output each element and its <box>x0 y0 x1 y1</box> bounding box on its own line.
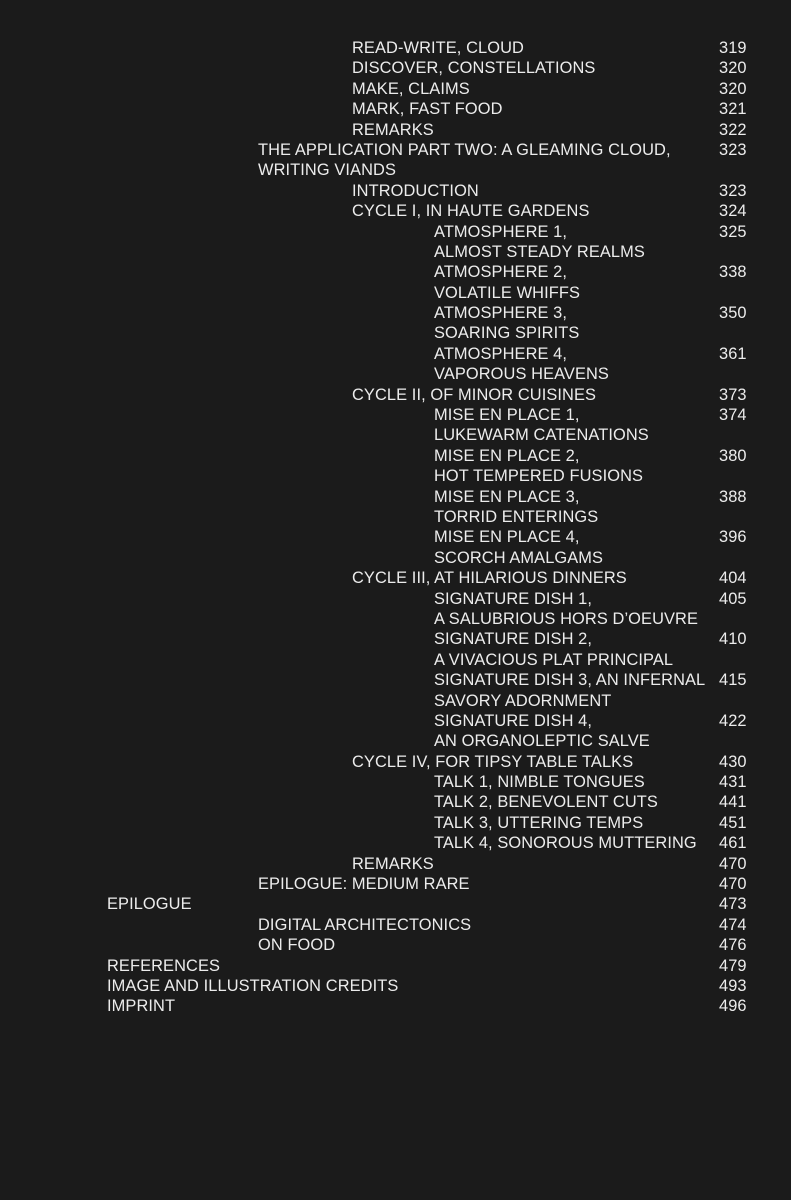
toc-entry-line <box>0 752 791 772</box>
toc-entry <box>0 58 791 78</box>
toc-entry-title: MISE EN PLACE 2, <box>434 446 580 465</box>
toc-entry-line <box>0 894 791 914</box>
toc-entry-title: ATMOSPHERE 4, <box>434 344 568 363</box>
toc-entry-title: TALK 4, SONOROUS MUTTERING <box>434 834 697 853</box>
toc-entry <box>0 38 791 58</box>
toc-page-number: 320 <box>719 59 747 78</box>
toc-entry <box>0 589 791 630</box>
toc-page-number: 396 <box>719 528 747 547</box>
toc-page-number: 441 <box>719 793 747 812</box>
toc-entry-title: LUKEWARM CATENATIONS <box>434 426 649 445</box>
toc-entry-line <box>0 507 791 527</box>
toc-entry <box>0 181 791 201</box>
toc-entry-line <box>0 385 791 405</box>
toc-entry-line <box>0 160 791 180</box>
toc-page-number: 415 <box>719 671 747 690</box>
toc-entry-line <box>0 262 791 282</box>
toc-entry-title: TALK 1, NIMBLE TONGUES <box>434 773 645 792</box>
toc-entry-line <box>0 609 791 629</box>
toc-entry-line <box>0 833 791 853</box>
toc-page-number: 338 <box>719 263 747 282</box>
toc-entry-line <box>0 935 791 955</box>
toc-entry-title: SIGNATURE DISH 4, <box>434 711 593 730</box>
toc-entry-line <box>0 874 791 894</box>
toc-entry <box>0 629 791 670</box>
toc-entry-line <box>0 568 791 588</box>
toc-page-number: 451 <box>719 813 747 832</box>
toc-entry-title: REMARKS <box>352 854 434 873</box>
toc-entry-line <box>0 303 791 323</box>
toc-entry-title: VOLATILE WHIFFS <box>434 283 580 302</box>
toc-entry-line <box>0 405 791 425</box>
toc-entry <box>0 344 791 385</box>
toc-entry-line <box>0 120 791 140</box>
toc-page-number: 320 <box>719 79 747 98</box>
toc-page-number: 470 <box>719 875 747 894</box>
toc-entry <box>0 140 791 181</box>
toc-entry-line <box>0 58 791 78</box>
toc-page-number: 422 <box>719 711 747 730</box>
toc-entry <box>0 752 791 772</box>
toc-entry-title: MAKE, CLAIMS <box>352 79 470 98</box>
toc-entry-title: VAPOROUS HEAVENS <box>434 365 609 384</box>
toc-entry <box>0 405 791 446</box>
toc-entry-line <box>0 956 791 976</box>
toc-entry-title: EPILOGUE: MEDIUM RARE <box>258 875 470 894</box>
toc-page-number: 431 <box>719 773 747 792</box>
toc-entry <box>0 711 791 752</box>
toc-entry <box>0 670 791 711</box>
toc-entry <box>0 262 791 303</box>
toc-entry <box>0 915 791 935</box>
toc-entry-line <box>0 201 791 221</box>
toc-entry-title: INTRODUCTION <box>352 181 479 200</box>
toc-entry-line <box>0 711 791 731</box>
toc-page-number: 479 <box>719 956 747 975</box>
toc-entry-line <box>0 772 791 792</box>
toc-entry-line <box>0 344 791 364</box>
toc-entry-line <box>0 527 791 547</box>
toc-page-number: 473 <box>719 895 747 914</box>
toc-entry-line <box>0 364 791 384</box>
toc-entry-title: ATMOSPHERE 3, <box>434 304 568 323</box>
toc-entry-line <box>0 915 791 935</box>
toc-entry-title: SAVORY ADORNMENT <box>434 691 612 710</box>
toc-entry-line <box>0 242 791 262</box>
toc-entry-title: MISE EN PLACE 1, <box>434 406 580 425</box>
toc-entry-title: SIGNATURE DISH 1, <box>434 589 593 608</box>
toc-page-number: 350 <box>719 304 747 323</box>
toc-entry-title: CYCLE II, OF MINOR CUISINES <box>352 385 597 404</box>
toc-entry-line <box>0 99 791 119</box>
toc-entry-title: ATMOSPHERE 1, <box>434 222 568 241</box>
toc-entry-line <box>0 731 791 751</box>
toc-entry <box>0 772 791 792</box>
toc-entry-title: EPILOGUE <box>107 895 192 914</box>
toc-entry <box>0 201 791 221</box>
toc-entry <box>0 874 791 894</box>
toc-entry-line <box>0 813 791 833</box>
toc-entry-title: MISE EN PLACE 4, <box>434 528 580 547</box>
toc-entry <box>0 956 791 976</box>
toc-entry <box>0 99 791 119</box>
toc-page-number: 474 <box>719 915 747 934</box>
toc-entry-line <box>0 650 791 670</box>
toc-entry <box>0 996 791 1016</box>
toc-page-number: 373 <box>719 385 747 404</box>
toc-entry-line <box>0 996 791 1016</box>
table-of-contents <box>0 38 791 1017</box>
toc-entry-title: SCORCH AMALGAMS <box>434 548 604 567</box>
toc-entry <box>0 935 791 955</box>
toc-entry <box>0 385 791 405</box>
toc-entry <box>0 120 791 140</box>
toc-entry-title: CYCLE IV, FOR TIPSY TABLE TALKS <box>352 752 634 771</box>
toc-entry <box>0 222 791 263</box>
toc-entry-title: ALMOST STEADY REALMS <box>434 242 645 261</box>
toc-entry-title: A SALUBRIOUS HORS D’OEUVRE <box>434 609 699 628</box>
toc-page-number: 323 <box>719 181 747 200</box>
toc-entry-line <box>0 446 791 466</box>
toc-page-number: 374 <box>719 406 747 425</box>
toc-entry <box>0 792 791 812</box>
toc-entry-title: IMAGE AND ILLUSTRATION CREDITS <box>107 976 399 995</box>
toc-entry-line <box>0 487 791 507</box>
toc-entry-title: DISCOVER, CONSTELLATIONS <box>352 59 596 78</box>
toc-entry-title: ATMOSPHERE 2, <box>434 263 568 282</box>
toc-entry <box>0 568 791 588</box>
toc-entry-line <box>0 589 791 609</box>
toc-page-number: 388 <box>719 487 747 506</box>
toc-entry-title: REFERENCES <box>107 956 221 975</box>
toc-entry-title: TALK 3, UTTERING TEMPS <box>434 813 644 832</box>
toc-entry <box>0 487 791 528</box>
toc-page-number: 470 <box>719 854 747 873</box>
toc-entry <box>0 446 791 487</box>
toc-entry-line <box>0 691 791 711</box>
toc-page-number: 319 <box>719 39 747 57</box>
toc-entry-line <box>0 283 791 303</box>
toc-entry-line <box>0 425 791 445</box>
toc-entry-line <box>0 854 791 874</box>
toc-entry-title: ON FOOD <box>258 936 336 955</box>
toc-page-number: 324 <box>719 202 747 221</box>
toc-entry-line <box>0 548 791 568</box>
toc-entry <box>0 854 791 874</box>
toc-entry-title: CYCLE I, IN HAUTE GARDENS <box>352 202 590 221</box>
toc-entry <box>0 813 791 833</box>
toc-page-number: 323 <box>719 140 747 159</box>
toc-page-number: 404 <box>719 569 747 588</box>
toc-entry-title: MISE EN PLACE 3, <box>434 487 580 506</box>
toc-page-number: 493 <box>719 976 747 995</box>
toc-page-number: 325 <box>719 222 747 241</box>
toc-page-number: 476 <box>719 936 747 955</box>
toc-entry-title: REMARKS <box>352 120 434 139</box>
toc-entry <box>0 303 791 344</box>
toc-page-number: 496 <box>719 997 747 1016</box>
toc-entry-title: SIGNATURE DISH 3, AN INFERNAL <box>434 671 706 690</box>
toc-page-number: 361 <box>719 344 747 363</box>
toc-entry-title: AN ORGANOLEPTIC SALVE <box>434 732 650 751</box>
toc-entry-title: MARK, FAST FOOD <box>352 100 503 119</box>
toc-entry-title: WRITING VIANDS <box>258 161 396 180</box>
toc-entry-line <box>0 181 791 201</box>
toc-page-number: 461 <box>719 834 747 853</box>
toc-entry-line <box>0 976 791 996</box>
toc-page-number: 321 <box>719 100 747 119</box>
toc-entry-line <box>0 140 791 160</box>
toc-entry-line <box>0 323 791 343</box>
toc-entry <box>0 79 791 99</box>
toc-page-number: 405 <box>719 589 747 608</box>
toc-entry-title: DIGITAL ARCHITECTONICS <box>258 915 472 934</box>
toc-entry-line <box>0 466 791 486</box>
toc-entry-line <box>0 792 791 812</box>
toc-entry-title: TORRID ENTERINGS <box>434 507 599 526</box>
toc-entry-title: TALK 2, BENEVOLENT CUTS <box>434 793 658 812</box>
toc-entry-line <box>0 629 791 649</box>
toc-entry-title: READ-WRITE, CLOUD <box>352 39 524 57</box>
toc-entry <box>0 833 791 853</box>
toc-entry <box>0 894 791 914</box>
toc-entry-title: SIGNATURE DISH 2, <box>434 630 593 649</box>
toc-entry <box>0 527 791 568</box>
toc-page-number: 322 <box>719 120 747 139</box>
toc-page-number: 430 <box>719 752 747 771</box>
toc-entry-title: SOARING SPIRITS <box>434 324 580 343</box>
toc-entry-line <box>0 222 791 242</box>
toc-entry-title: A VIVACIOUS PLAT PRINCIPAL <box>434 650 674 669</box>
toc-entry-line <box>0 670 791 690</box>
toc-entry-title: THE APPLICATION PART TWO: A GLEAMING CLOUD, <box>258 140 671 159</box>
toc-entry <box>0 976 791 996</box>
toc-page-number: 380 <box>719 446 747 465</box>
toc-page-number: 410 <box>719 630 747 649</box>
toc-entry-title: HOT TEMPERED FUSIONS <box>434 467 644 486</box>
toc-entry-line <box>0 38 791 58</box>
toc-entry-title: CYCLE III, AT HILARIOUS DINNERS <box>352 569 627 588</box>
toc-entry-title: IMPRINT <box>107 997 176 1016</box>
toc-entry-line <box>0 79 791 99</box>
